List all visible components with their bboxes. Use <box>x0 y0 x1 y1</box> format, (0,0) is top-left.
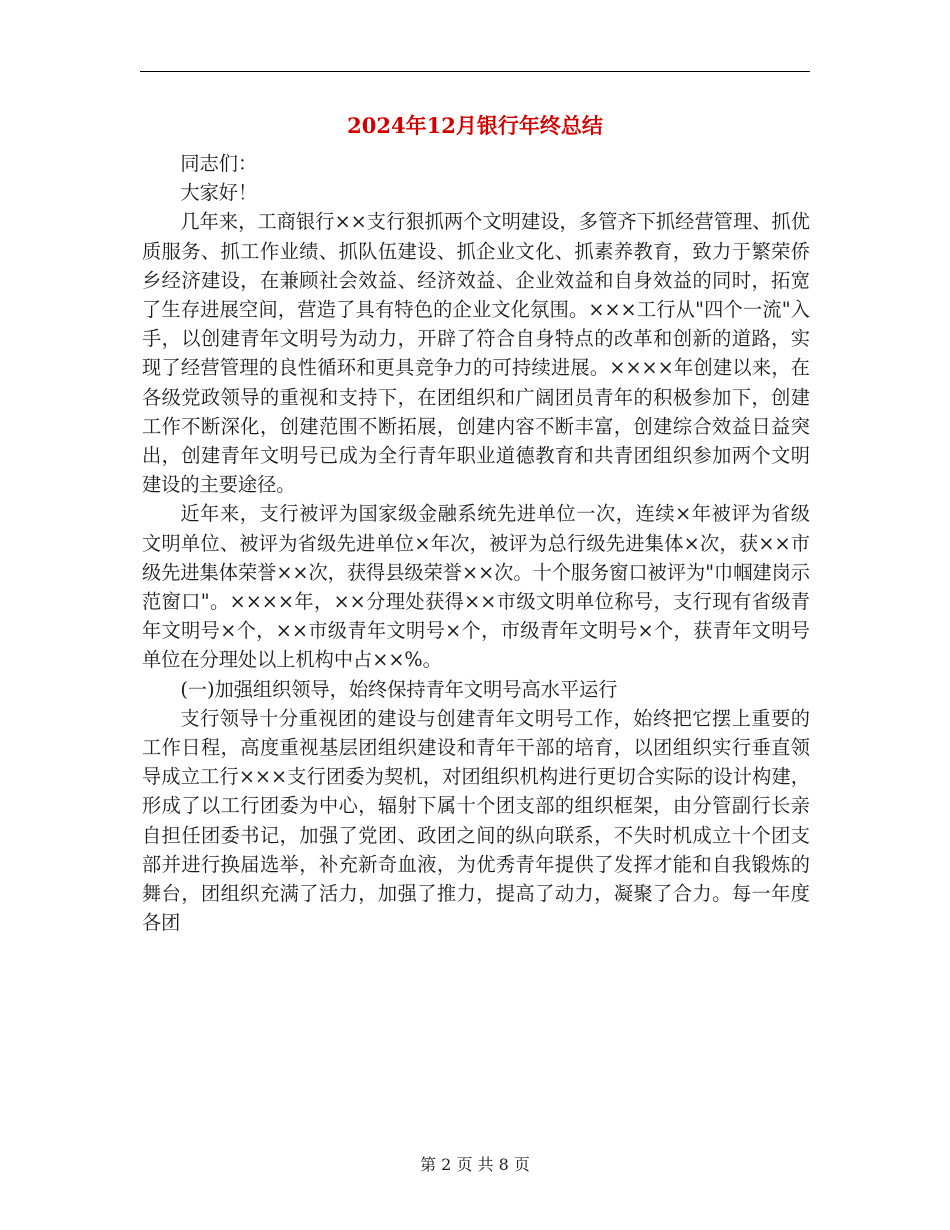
section-heading: (一)加强组织领导，始终保持青年文明号高水平运行 <box>180 677 618 701</box>
salutation: 同志们： <box>180 152 258 175</box>
greeting: 大家好！ <box>180 181 258 205</box>
page-number: 第 2 页 共 8 页 <box>420 1155 530 1174</box>
body-paragraph: 近年来，支行被评为国家级金融系统先进单位一次，连续×年被评为省级文明单位、被评为省级先进单位×年次，被评为总行级先进集体×次，获××市级先进集体荣誉××次，获得县级荣誉××次。十个服务窗口被评为"巾帼建岗示范窗口"。××××年，××分理处获得××市级文明单位称号，支行现有省级青年文明号×个，××市级青年文明号×个，市级青年文明号×个，获青年文明号单位在分理处以上机构中占××%。 <box>142 502 810 672</box>
body-paragraph: 几年来，工商银行××支行狠抓两个文明建设，多管齐下抓经营管理、抓优质服务、抓工作业绩、抓队伍建设、抓企业文化、抓素养教育，致力于繁荣侨乡经济建设，在兼顾社会效益、经济效益、企业效益和自身效益的同时，拓宽了生存进展空间，营造了具有特色的企业文化氛围。×××工行从"四个一流"入手，以创建青年文明号为动力，开辟了符合自身特点的改革和创新的道路，实现了经营管理的良性循环和更具竞争力的可持续进展。××××年创建以来，在各级党政领导的重视和支持下，在团组织和广阔团员青年的积极参加下，创建工作不断深化，创建范围不断拓展，创建内容不断丰富，创建综合效益日益突出，创建青年文明号已成为全行青年职业道德教育和共青团组织参加两个文明建设的主要途径。 <box>142 210 810 497</box>
header-rule <box>140 71 810 72</box>
document-body <box>142 149 810 937</box>
document-title: 2024年12月银行年终总结 <box>347 113 603 138</box>
body-paragraph: 支行领导十分重视团的建设与创建青年文明号工作，始终把它摆上重要的工作日程，高度重视基层团组织建设和青年干部的培育，以团组织实行垂直领导成立工行×××支行团委为契机，对团组织机构进行更切合实际的设计构建，形成了以工行团委为中心，辐射下属十个团支部的组织框架，由分管副行长亲自担任团委书记，加强了党团、政团之间的纵向联系，不失时机成立十个团支部并进行换届选举，补充新奇血液，为优秀青年提供了发挥才能和自我锻炼的舞台，团组织充满了活力，加强了推力，提高了动力，凝聚了合力。每一年度各团 <box>142 706 810 935</box>
